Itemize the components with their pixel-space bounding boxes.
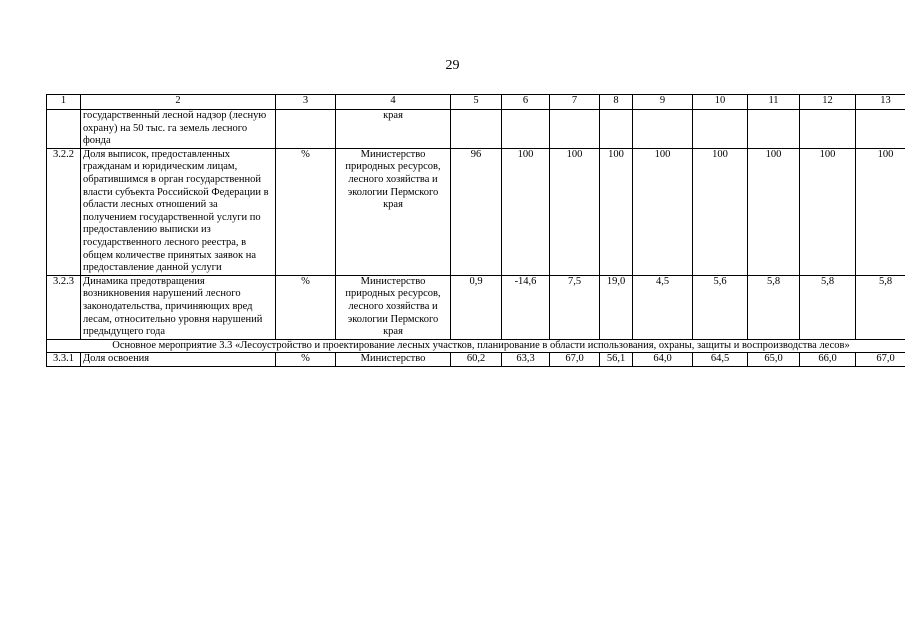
column-header: 3 (276, 95, 336, 110)
section-row (47, 339, 905, 353)
value-cell: 65,0 (748, 353, 800, 367)
value-cell: 100 (502, 148, 550, 275)
value-cell: 100 (748, 148, 800, 275)
value-cell: 63,3 (502, 353, 550, 367)
column-header: 4 (336, 95, 451, 110)
value-cell: 100 (693, 148, 748, 275)
value-cell (856, 110, 905, 149)
value-cell: 66,0 (800, 353, 856, 367)
row-number: 3.2.3 (47, 275, 81, 339)
value-cell (600, 110, 633, 149)
value-cell: 5,6 (693, 275, 748, 339)
indicator-name: Доля выписок, предоставленных гражданам и юридическим лицам, обратившимся в орган государственной власти субъекта Российской Федерации в области лесных отношений за получением государственной услуги по предоставлению выписки из государственного лесного реестра, в общем количестве принятых заявок на предоставление данной услуги (81, 148, 276, 275)
column-header: 13 (856, 95, 905, 110)
value-cell: 100 (856, 148, 905, 275)
column-header: 8 (600, 95, 633, 110)
unit-cell (276, 110, 336, 149)
value-cell: 4,5 (633, 275, 693, 339)
executor-cell: Министерство природных ресурсов, лесного хозяйства и экологии Пермского края (336, 148, 451, 275)
value-cell: 0,9 (451, 275, 502, 339)
value-cell: 100 (800, 148, 856, 275)
page-number: 29 (445, 58, 460, 73)
column-header: 1 (47, 95, 81, 110)
value-cell: 67,0 (550, 353, 600, 367)
value-cell: 100 (600, 148, 633, 275)
indicators-table (46, 94, 905, 367)
column-header: 2 (81, 95, 276, 110)
row-number: 3.3.1 (47, 353, 81, 367)
value-cell: 64,0 (633, 353, 693, 367)
value-cell: 5,8 (856, 275, 905, 339)
section-heading: Основное мероприятие 3.3 «Лесоустройство и проектирование лесных участков, планирование в области использования, охраны, защиты и воспроизводства лесов» (47, 339, 905, 353)
unit-cell: % (276, 148, 336, 275)
column-header: 5 (451, 95, 502, 110)
value-cell: 60,2 (451, 353, 502, 367)
column-header: 6 (502, 95, 550, 110)
executor-cell: Министерство природных ресурсов, лесного хозяйства и экологии Пермского края (336, 275, 451, 339)
value-cell: 56,1 (600, 353, 633, 367)
unit-cell: % (276, 275, 336, 339)
value-cell (502, 110, 550, 149)
column-header: 10 (693, 95, 748, 110)
value-cell (633, 110, 693, 149)
unit-cell: % (276, 353, 336, 367)
column-header: 7 (550, 95, 600, 110)
column-header: 11 (748, 95, 800, 110)
value-cell (748, 110, 800, 149)
indicator-name: Динамика предотвращения возникновения нарушений лесного законодательства, причиняющих вред лесам, относительно уровня нарушений предыдущего года (81, 275, 276, 339)
value-cell (451, 110, 502, 149)
value-cell: 5,8 (800, 275, 856, 339)
executor-cell: Министерство (336, 353, 451, 367)
value-cell: 19,0 (600, 275, 633, 339)
value-cell: 5,8 (748, 275, 800, 339)
column-header: 9 (633, 95, 693, 110)
value-cell (693, 110, 748, 149)
value-cell: 67,0 (856, 353, 905, 367)
row-number (47, 110, 81, 149)
column-header: 12 (800, 95, 856, 110)
table-row (47, 110, 905, 149)
indicator-name: Доля освоения (81, 353, 276, 367)
indicator-name: государственный лесной надзор (лесную охрану) на 50 тыс. га земель лесного фонда (81, 110, 276, 149)
value-cell (550, 110, 600, 149)
value-cell: 100 (550, 148, 600, 275)
table-row (47, 275, 905, 339)
value-cell: 7,5 (550, 275, 600, 339)
table-row (47, 148, 905, 275)
value-cell: 64,5 (693, 353, 748, 367)
row-number: 3.2.2 (47, 148, 81, 275)
value-cell: 100 (633, 148, 693, 275)
executor-cell: края (336, 110, 451, 149)
value-cell (800, 110, 856, 149)
table-row (47, 353, 905, 367)
value-cell: -14,6 (502, 275, 550, 339)
value-cell: 96 (451, 148, 502, 275)
table-header-row (47, 95, 905, 110)
